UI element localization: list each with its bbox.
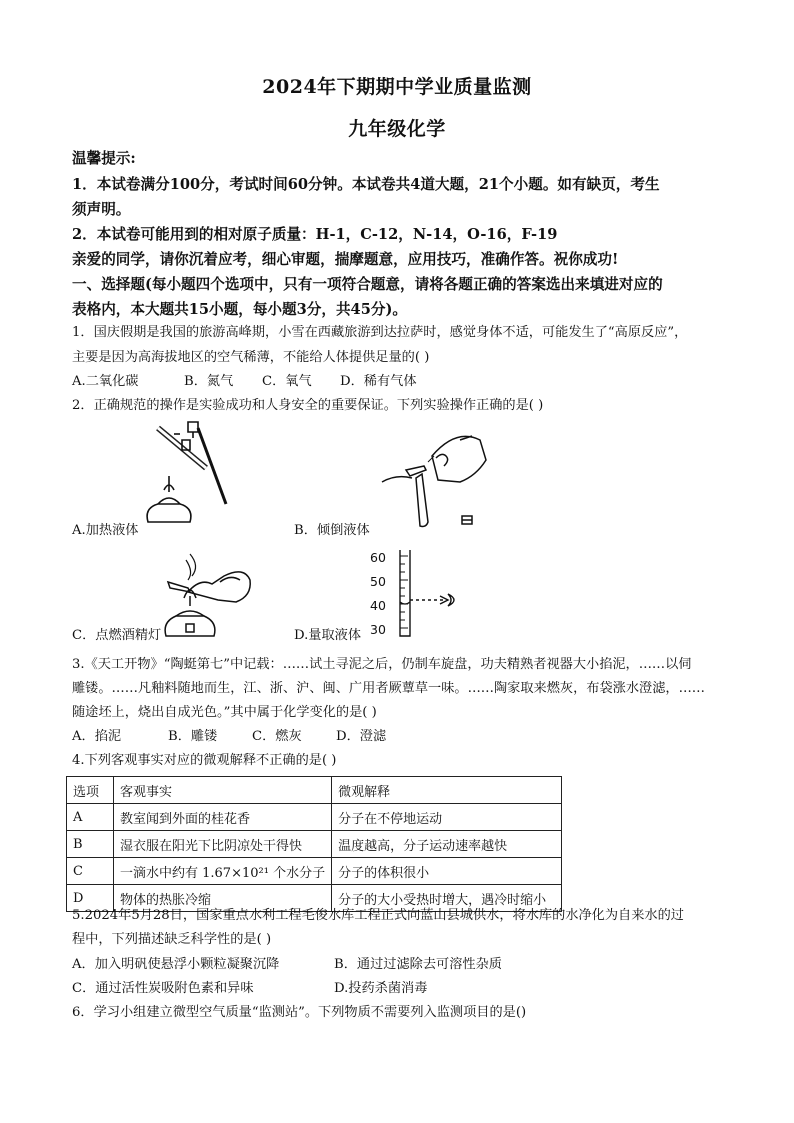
- section1-line-a: 一、选择题(每小题四个选项中，只有一项符合题意，请将各题正确的答案选出来填进对应的: [72, 276, 663, 293]
- q6-stem: 6．学习小组建立微型空气质量“监测站”。下列物质不需要列入监测项目的是(): [72, 1005, 527, 1020]
- table-header-cell: 选项: [67, 777, 114, 804]
- q2-stem: 2．正确规范的操作是实验成功和人身安全的重要保证。下列实验操作正确的是( ): [72, 398, 544, 413]
- notice-line1b: 须声明。: [72, 201, 131, 218]
- q2-caption-c: C．点燃酒精灯: [72, 628, 162, 643]
- table-header-cell: 客观事实: [114, 777, 332, 804]
- table-cell: 分子在不停地运动: [332, 804, 562, 831]
- q5-option-b: B．通过过滤除去可溶性杂质: [334, 957, 502, 972]
- q3-option-d: D．澄滤: [336, 729, 387, 744]
- q3-line-a: 3.《天工开物》“陶蜓第七”中记载：……试土寻泥之后，仍制车旋盘，功夫精熟者视器大小掐泥，……以伺: [72, 657, 692, 672]
- q5-option-d: D.投药杀菌消毒: [334, 981, 428, 996]
- cylinder-tick-50: 50: [370, 574, 386, 589]
- q3-line-b: 雕镂。……凡釉料随地而生，江、浙、沪、闽、广用者厥蕈草一味。……陶家取来燃灰，布袋涨水澄滤，……: [72, 681, 705, 696]
- table-row: [67, 858, 562, 885]
- q1-option-d: D．稀有气体: [340, 374, 417, 389]
- q5-options-row2: [72, 977, 732, 1001]
- table-cell: 分子的体积很小: [332, 858, 562, 885]
- q1-line-b: 主要是因为高海拔地区的空气稀薄，不能给人体提供足量的( ): [72, 350, 430, 365]
- table-cell: 分子的大小受热时增大，遇冷时缩小: [332, 885, 562, 912]
- q2-caption-d: D.量取液体: [294, 628, 362, 643]
- q1-option-a: A.二氧化碳: [72, 374, 139, 389]
- table-cell: 温度越高，分子运动速率越快: [332, 831, 562, 858]
- exam-subtitle: 九年级化学: [348, 118, 446, 140]
- pouring-liquid-figure: [376, 426, 496, 530]
- table-row: [67, 804, 562, 831]
- table-cell: 一滴水中约有 1.67×10²¹ 个水分子: [114, 858, 332, 885]
- q3-line-c: 随途坯上，烧出自成光色。”其中属于化学变化的是( ): [72, 705, 377, 720]
- table-cell: C: [67, 858, 114, 885]
- cylinder-tick-30: 30: [370, 622, 386, 637]
- table-row: [67, 831, 562, 858]
- table-header-cell: 微观解释: [332, 777, 562, 804]
- notice-heading: 温馨提示:: [72, 150, 136, 167]
- table-cell: 湿衣服在阳光下比阴凉处干得快: [114, 831, 332, 858]
- q1-option-c: C．氧气: [262, 374, 312, 389]
- lighting-lamp-figure: [160, 552, 256, 642]
- table-cell: A: [67, 804, 114, 831]
- q3-option-a: A．掐泥: [72, 729, 122, 744]
- notice-encourage: 亲爱的同学，请你沉着应考，细心审题，揣摩题意，应用技巧，准确作答。祝你成功!: [72, 251, 619, 268]
- q1-options: [72, 370, 732, 394]
- q5-option-c: C．通过活性炭吸附色素和异味: [72, 981, 254, 996]
- q5-options-row1: [72, 953, 732, 977]
- q3-option-b: B．雕镂: [168, 729, 218, 744]
- table-cell: D: [67, 885, 114, 912]
- exam-title: 2024年下期期中学业质量监测: [262, 76, 532, 98]
- q5-option-a: A．加入明矾使悬浮小颗粒凝聚沉降: [72, 957, 280, 972]
- q2-caption-b: B．倾倒液体: [294, 523, 370, 538]
- table-cell: 物体的热胀冷缩: [114, 885, 332, 912]
- q4-table: [66, 776, 562, 912]
- q3-options: [72, 725, 732, 749]
- section1-line-b: 表格内，本大题共15小题，每小题3分，共45分)。: [72, 301, 407, 318]
- q1-option-b: B．氮气: [184, 374, 234, 389]
- table-cell: B: [67, 831, 114, 858]
- notice-line2: 2．本试卷可能用到的相对原子质量：H-1，C-12，N-14，O-16，F-19: [72, 226, 558, 243]
- heating-liquid-figure: [136, 420, 246, 526]
- cylinder-tick-40: 40: [370, 598, 386, 613]
- notice-line1a: 1．本试卷满分100分，考试时间60分钟。本试卷共4道大题，21个小题。如有缺页，考生: [72, 176, 660, 193]
- cylinder-tick-60: 60: [370, 550, 386, 565]
- q5-line-b: 程中，下列描述缺乏科学性的是( ): [72, 932, 272, 947]
- table-header-row: [67, 777, 562, 804]
- table-cell: 教室闻到外面的桂花香: [114, 804, 332, 831]
- q5-line-a: 5.2024年5月28日，国家重点水利工程毛俊水库工程正式向蓝山县城供水，将水库的水净化为自来水的过: [72, 908, 684, 923]
- q2-caption-a: A.加热液体: [72, 523, 139, 538]
- q3-option-c: C．燃灰: [252, 729, 302, 744]
- q1-line-a: 1．国庆假期是我国的旅游高峰期，小雪在西藏旅游到达拉萨时，感觉身体不适，可能发生了“高原反应”，: [72, 325, 688, 340]
- q4-stem: 4.下列客观事实对应的微观解释不正确的是( ): [72, 753, 337, 768]
